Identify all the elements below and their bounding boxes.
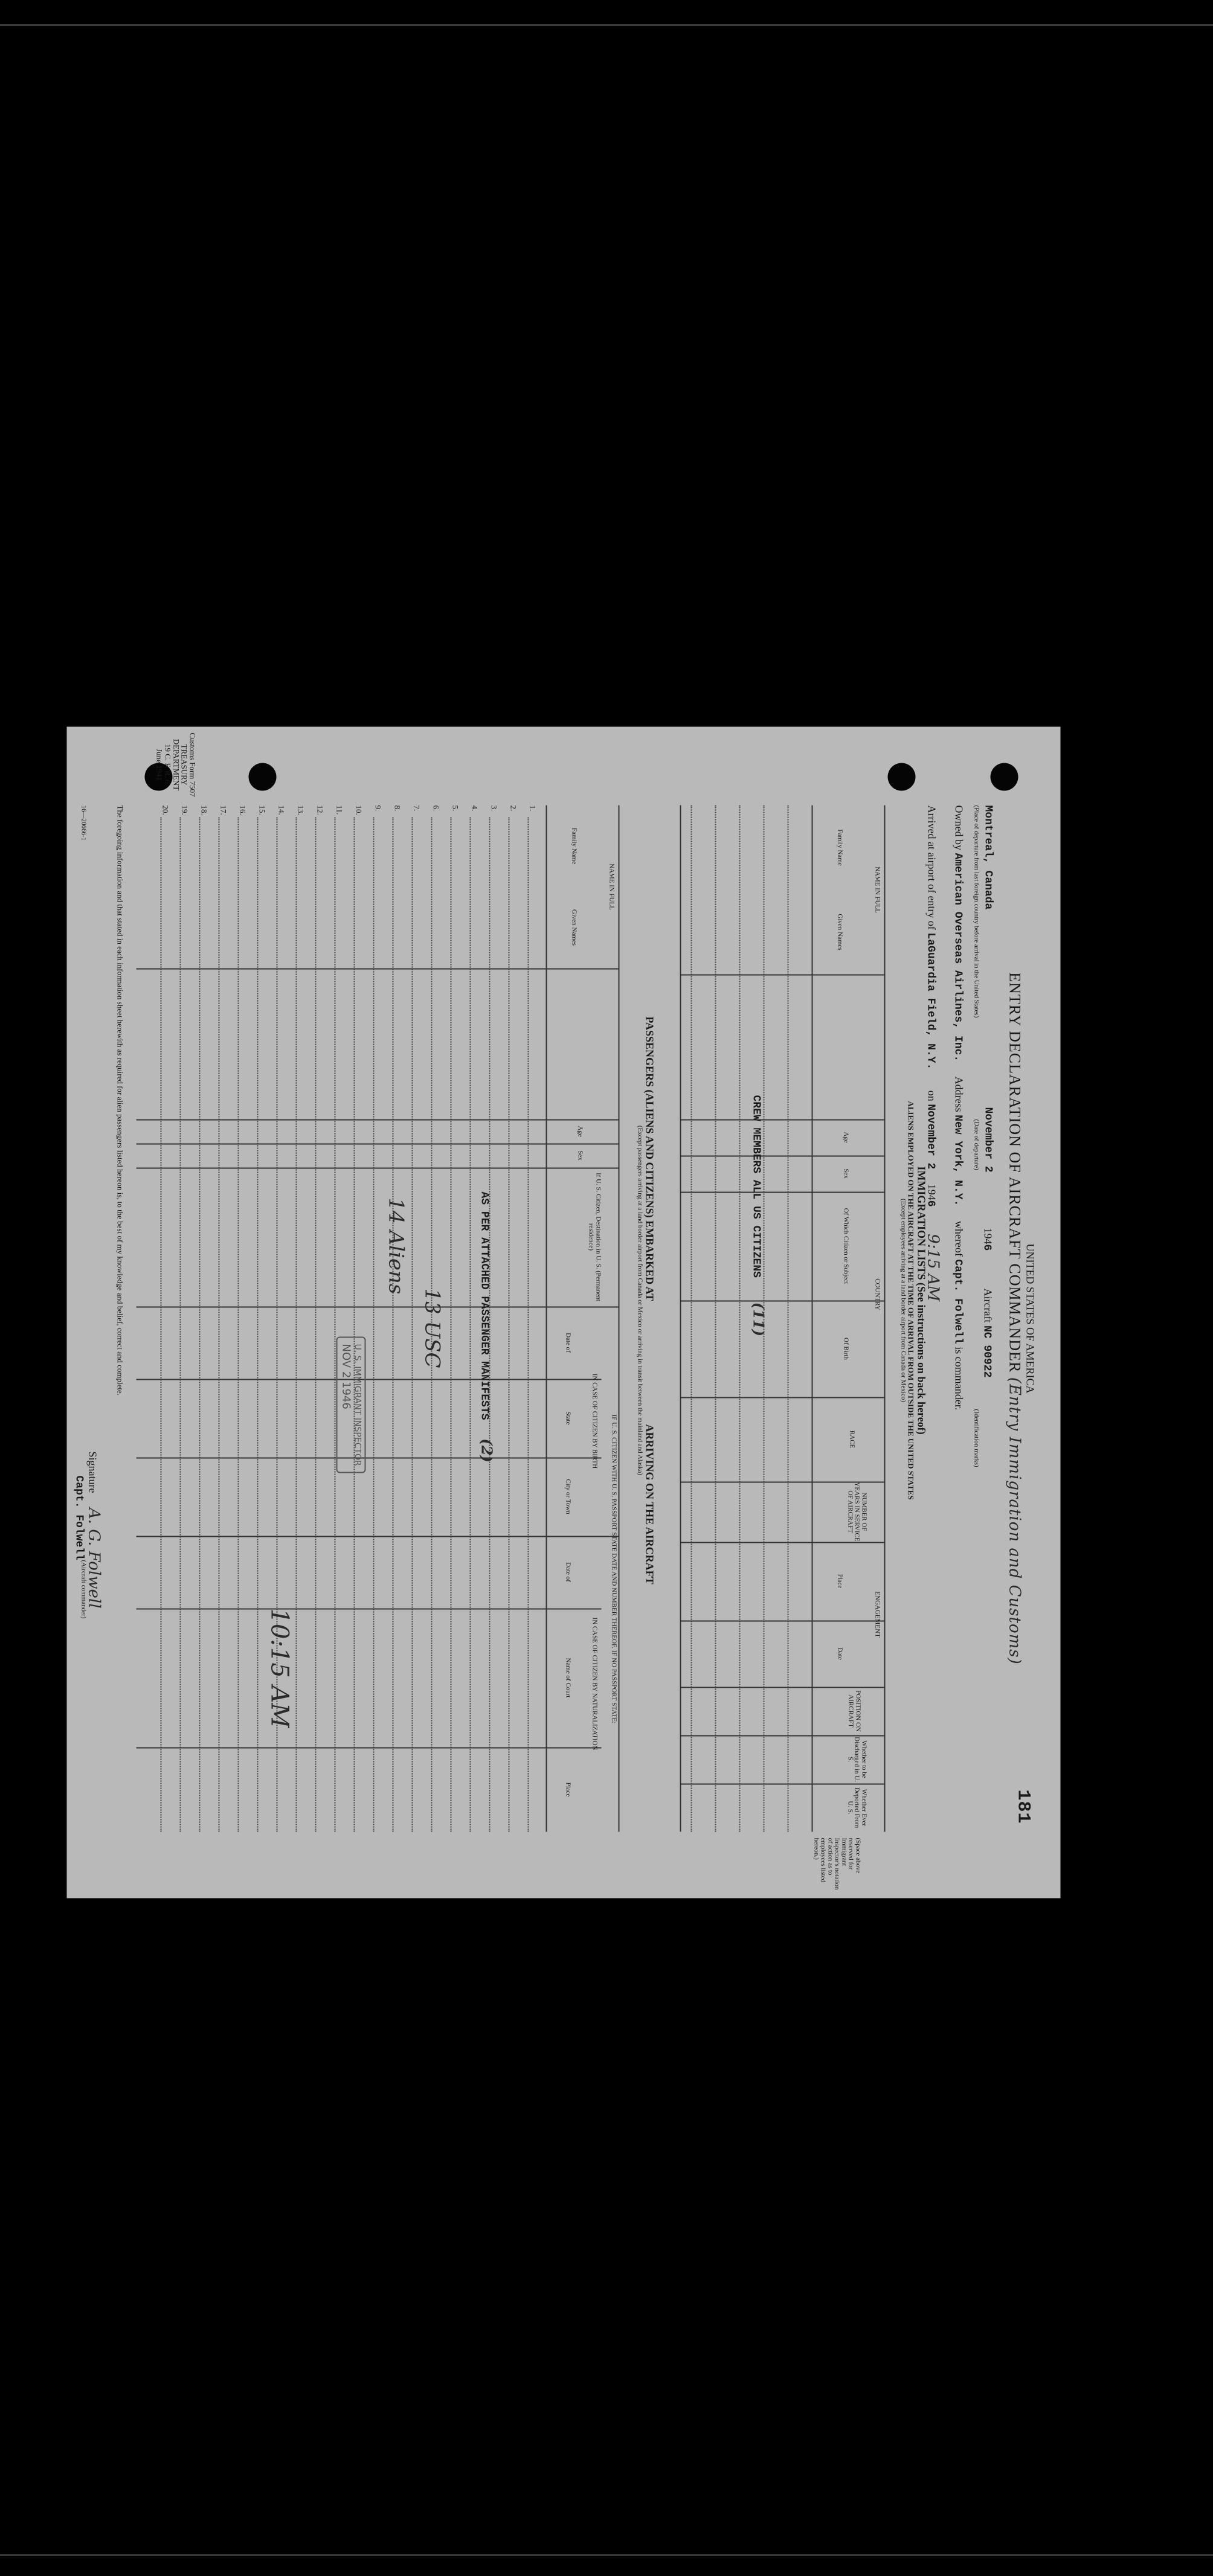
document-title-sub: (Entry Immigration and Customs) bbox=[1005, 1377, 1023, 1665]
passenger-note: (Except passengers arriving at a land border airport from Canada or Mexico or arriving in transit between the mainland and Alaska) bbox=[636, 1125, 643, 1475]
col-discharged: Whether to be Discharged in U. S. bbox=[846, 1736, 867, 1782]
year-field bbox=[980, 1228, 994, 1251]
departure-date: November 2 bbox=[982, 1107, 994, 1173]
aircraft-value: NC 90922 bbox=[980, 1325, 993, 1377]
aircraft-label: Aircraft bbox=[982, 1288, 994, 1322]
col-country: COUNTRY bbox=[874, 1278, 881, 1310]
crew-count: (11) bbox=[750, 1302, 767, 1336]
document-title: ENTRY DECLARATION OF AIRCRAFT COMMANDER bbox=[1006, 972, 1023, 1373]
on-label: on bbox=[925, 1090, 938, 1101]
col-citizen-of: Of Which Citizen or Subject bbox=[842, 1208, 849, 1284]
reserved-note: (Space above reserved for Immigrant Inspector's notation of action as to employees listed hereon.) bbox=[812, 1837, 861, 1889]
col-sex: Sex bbox=[842, 1168, 849, 1179]
pcol-sex: Sex bbox=[576, 1150, 584, 1161]
pcol-us-citizen: If U. S. Citizen, Destination in U. S. (Permanent residence) bbox=[587, 1172, 602, 1301]
immigration-heading-block bbox=[899, 908, 927, 1693]
manifest-count: (2) bbox=[478, 1438, 495, 1463]
signature-handwritten: A. G. Folwell bbox=[85, 1507, 103, 1609]
departure-place: Montreal, Canada bbox=[982, 805, 994, 909]
row-number: 9. bbox=[373, 805, 382, 811]
bottom-border-line bbox=[0, 2554, 1213, 2556]
passenger-heading-block bbox=[635, 847, 655, 1753]
arrived-year: 6 bbox=[924, 1200, 936, 1207]
top-border-line bbox=[0, 24, 1213, 26]
col-deserted: Whether Ever Deported From U. S. bbox=[846, 1787, 867, 1828]
passenger-heading: PASSENGERS (ALIENS AND CITIZENS) EMBARKED AT bbox=[643, 1016, 655, 1301]
pcol-family-name: Family Name bbox=[570, 827, 578, 864]
pcol-name-in-full: NAME IN FULL bbox=[608, 863, 615, 910]
arrived-date: November 2 bbox=[924, 1103, 936, 1169]
punch-hole bbox=[990, 763, 1018, 790]
pcol-date-of-2: Date of bbox=[564, 1562, 571, 1582]
pcol-court: Name of Court bbox=[564, 1658, 571, 1697]
form-id-line: TREASURY DEPARTMENT bbox=[171, 739, 189, 790]
aircraft-field bbox=[980, 1288, 994, 1377]
arrived-label: Arrived at airport of entry of bbox=[925, 805, 938, 930]
whereof-label: whereof bbox=[953, 1220, 965, 1257]
signature-typed: Capt. Folwell bbox=[72, 1475, 85, 1560]
immigration-subheading: ALIENS EMPLOYED ON THE AIRCRAFT AT THE TIME OF ARRIVAL FROM OUTSIDE THE UNITED STATES bbox=[906, 1100, 915, 1500]
departure-caption: (Place of departure from last foreign country before arrival in the United States) bbox=[973, 805, 980, 1017]
stamp-date: NOV 2 1946 bbox=[339, 1344, 352, 1409]
pcol-birth-heading: IN CASE OF CITIZEN BY BIRTH bbox=[591, 1373, 598, 1469]
form-id-line: June 1941 bbox=[155, 748, 164, 781]
immigration-note: (Except employees arriving at a land border airport from Canada or Mexico) bbox=[899, 1198, 907, 1402]
title-block bbox=[1005, 926, 1036, 1711]
address-value: New York, N.Y. bbox=[951, 1114, 964, 1206]
col-place: Place bbox=[836, 1574, 843, 1588]
row-number: 15. bbox=[257, 805, 266, 815]
row-number: 10. bbox=[354, 805, 363, 815]
col-years-service: NUMBER OF YEARS IN SERVICE OF AIRCRAFT bbox=[846, 1481, 867, 1542]
title-line bbox=[1005, 926, 1023, 1711]
alien-count: 14 Aliens bbox=[384, 1197, 408, 1294]
certification-statement: The foregoing information and that stated in each information sheet herewith as required for alien passengers listed hereon is, to the best of my knowledge and belief, correct and complete. bbox=[115, 805, 124, 1395]
year-prefix: 194 bbox=[982, 1228, 994, 1244]
col-race: RACE bbox=[848, 1430, 855, 1448]
col-name-in-full: NAME IN FULL bbox=[874, 866, 881, 913]
commander-value: Capt. Folwell bbox=[951, 1258, 964, 1344]
punch-hole bbox=[248, 763, 276, 790]
row-number: 19. bbox=[180, 805, 189, 815]
manifest-note-line bbox=[478, 1191, 495, 1735]
row-number: 2. bbox=[509, 805, 518, 811]
crew-note-line bbox=[750, 1095, 767, 1578]
row-number: 13. bbox=[296, 805, 305, 815]
arrived-time: 9:15 AM bbox=[924, 1233, 942, 1301]
col-position: POSITION ON AIRCRAFT bbox=[847, 1690, 861, 1732]
pcol-city: City or Town bbox=[564, 1478, 571, 1514]
col-birth: Of Birth bbox=[842, 1337, 849, 1360]
form-id-line: 19 C. F. R. 6. bbox=[163, 743, 173, 786]
pcol-state: State bbox=[564, 1411, 571, 1424]
passenger-table bbox=[136, 805, 619, 1831]
passenger-heading-line bbox=[643, 847, 655, 1753]
inspector-stamp bbox=[336, 1336, 365, 1473]
passenger-heading-right: ARRIVING ON THE AIRCRAFT bbox=[643, 1423, 655, 1584]
row-number: 3. bbox=[489, 805, 498, 811]
row-number: 6. bbox=[431, 805, 440, 811]
scan-frame bbox=[66, 726, 1060, 1898]
arrived-value: LaGuardia Field, N.Y. bbox=[924, 932, 936, 1069]
punch-hole bbox=[887, 763, 915, 790]
col-age: Age bbox=[842, 1131, 849, 1143]
arrived-year-prefix: 194 bbox=[925, 1184, 938, 1200]
crew-note: CREW MEMBERS ALL US CITIZENS bbox=[750, 1095, 762, 1278]
row-number: 11. bbox=[335, 805, 344, 815]
time-note: 10:15 AM bbox=[265, 1608, 293, 1728]
row-number: 20. bbox=[161, 805, 170, 815]
row-number: 18. bbox=[199, 805, 208, 815]
signature-caption: (Aircraft commander) bbox=[80, 1560, 87, 1618]
immigration-heading: IMMIGRATION LISTS (See instructions on back hereof) bbox=[915, 1165, 927, 1435]
pcol-passport-heading: IF U. S. CITIZEN WITH U. S. PASSPORT STATE DATE AND NUMBER THEREOF. IF NO PASSPORT STATE: bbox=[610, 1414, 617, 1723]
pcol-age: Age bbox=[576, 1125, 584, 1137]
form-id bbox=[155, 731, 196, 798]
immigration-table bbox=[680, 805, 885, 1831]
document-number: 181 bbox=[1012, 1789, 1033, 1824]
row-number: 1. bbox=[528, 805, 537, 811]
signature-label: Signature bbox=[86, 1451, 98, 1493]
form-id-line: Customs Form 7507 bbox=[188, 732, 197, 797]
col-given-names: Given Names bbox=[836, 913, 843, 950]
col-date: Date bbox=[836, 1647, 843, 1660]
row-number: 17. bbox=[219, 805, 228, 815]
departure-date-caption: (Date of departure) bbox=[973, 1119, 980, 1170]
commander-suffix: is commander. bbox=[953, 1346, 965, 1410]
col-engagement: ENGAGEMENT bbox=[874, 1591, 881, 1638]
row-number: 5. bbox=[451, 805, 460, 811]
declaration-document bbox=[66, 726, 1060, 1898]
owned-value: American Overseas Airlines, Inc. bbox=[951, 853, 964, 1062]
address-label: Address bbox=[953, 1076, 965, 1112]
row-number: 7. bbox=[412, 805, 421, 811]
row-number: 4. bbox=[470, 805, 479, 811]
owner-field bbox=[951, 805, 965, 1410]
pcol-nat-heading: IN CASE OF CITIZEN BY NATURALIZATION bbox=[591, 1617, 598, 1750]
manifest-note: AS PER ATTACHED PASSENGER MANIFESTS bbox=[478, 1191, 490, 1420]
col-family-name: Family Name bbox=[836, 828, 843, 866]
aircraft-caption: (Identification marks) bbox=[973, 1409, 980, 1467]
row-number: 16. bbox=[238, 805, 247, 815]
owned-label: Owned by bbox=[953, 805, 965, 850]
stamp-line: U. S. IMMIGRANT INSPECTOR bbox=[352, 1344, 362, 1466]
year-value: 6 bbox=[980, 1244, 993, 1251]
country-heading: UNITED STATES OF AMERICA bbox=[1024, 1243, 1036, 1394]
pcol-place: Place bbox=[564, 1782, 571, 1796]
row-number: 12. bbox=[315, 805, 324, 815]
row-number: 8. bbox=[393, 805, 402, 811]
printer-code: 16—20666-1 bbox=[80, 805, 87, 841]
pcol-date-of: Date of bbox=[564, 1332, 571, 1353]
us-citizen-count: 13 USC bbox=[420, 1288, 444, 1368]
row-number: 14. bbox=[277, 805, 286, 815]
signature-block bbox=[85, 1451, 103, 1813]
pcol-given-names: Given Names bbox=[570, 909, 578, 946]
